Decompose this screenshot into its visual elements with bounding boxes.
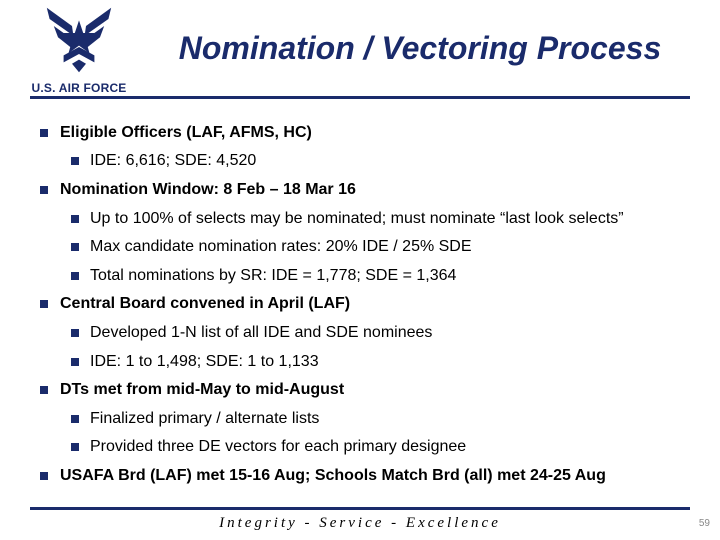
bullet-text: IDE: 1 to 1,498; SDE: 1 to 1,133 <box>90 353 319 370</box>
bullet-item <box>60 467 606 485</box>
sub-bullet-item <box>90 410 319 428</box>
square-bullet-icon <box>71 157 79 165</box>
bullet-text: Nomination Window: 8 Feb – 18 Mar 16 <box>60 181 356 198</box>
sub-bullet-item <box>90 238 472 256</box>
sub-bullet-item <box>90 324 432 342</box>
bullet-text: DTs met from mid-May to mid-August <box>60 381 345 398</box>
bullet-text: Provided three DE vectors for each primary designee <box>90 438 467 455</box>
square-bullet-icon <box>40 300 48 308</box>
square-bullet-icon <box>71 358 79 366</box>
sub-bullet-item <box>90 152 256 170</box>
bullet-item <box>60 295 350 313</box>
bullet-text: Up to 100% of selects may be nominated; must nominate “last look selects” <box>90 210 624 227</box>
bullet-item <box>60 124 312 142</box>
logo-wordmark: U.S. AIR FORCE <box>31 81 127 95</box>
sub-bullet-item <box>90 210 624 228</box>
square-bullet-icon <box>71 415 79 423</box>
footer-motto: Integrity - Service - Excellence <box>219 515 501 531</box>
bullet-item <box>60 181 356 199</box>
sub-bullet-item <box>90 267 456 285</box>
square-bullet-icon <box>40 129 48 137</box>
square-bullet-icon <box>71 443 79 451</box>
bullet-text: Max candidate nomination rates: 20% IDE / 25% SDE <box>90 238 472 255</box>
bullet-text: USAFA Brd (LAF) met 15-16 Aug; Schools Match Brd (all) met 24-25 Aug <box>60 467 606 484</box>
bullet-text: Finalized primary / alternate lists <box>90 410 320 427</box>
square-bullet-icon <box>71 329 79 337</box>
bullet-item <box>60 381 344 399</box>
square-bullet-icon <box>40 472 48 480</box>
footer-divider <box>30 507 690 510</box>
bullet-text: Eligible Officers (LAF, AFMS, HC) <box>60 124 312 141</box>
bullet-text: IDE: 6,616; SDE: 4,520 <box>90 152 257 169</box>
bullet-text: Total nominations by SR: IDE = 1,778; SDE = 1,364 <box>90 267 457 284</box>
page-number: 59 <box>698 518 710 529</box>
page-title: Nomination / Vectoring Process <box>178 30 662 66</box>
square-bullet-icon <box>71 243 79 251</box>
bullet-text: Central Board convened in April (LAF) <box>60 295 351 312</box>
square-bullet-icon <box>40 386 48 394</box>
sub-bullet-item <box>90 438 466 456</box>
square-bullet-icon <box>71 272 79 280</box>
sub-bullet-item <box>90 353 319 371</box>
square-bullet-icon <box>71 215 79 223</box>
bullet-text: Developed 1-N list of all IDE and SDE nominees <box>90 324 433 341</box>
square-bullet-icon <box>40 186 48 194</box>
